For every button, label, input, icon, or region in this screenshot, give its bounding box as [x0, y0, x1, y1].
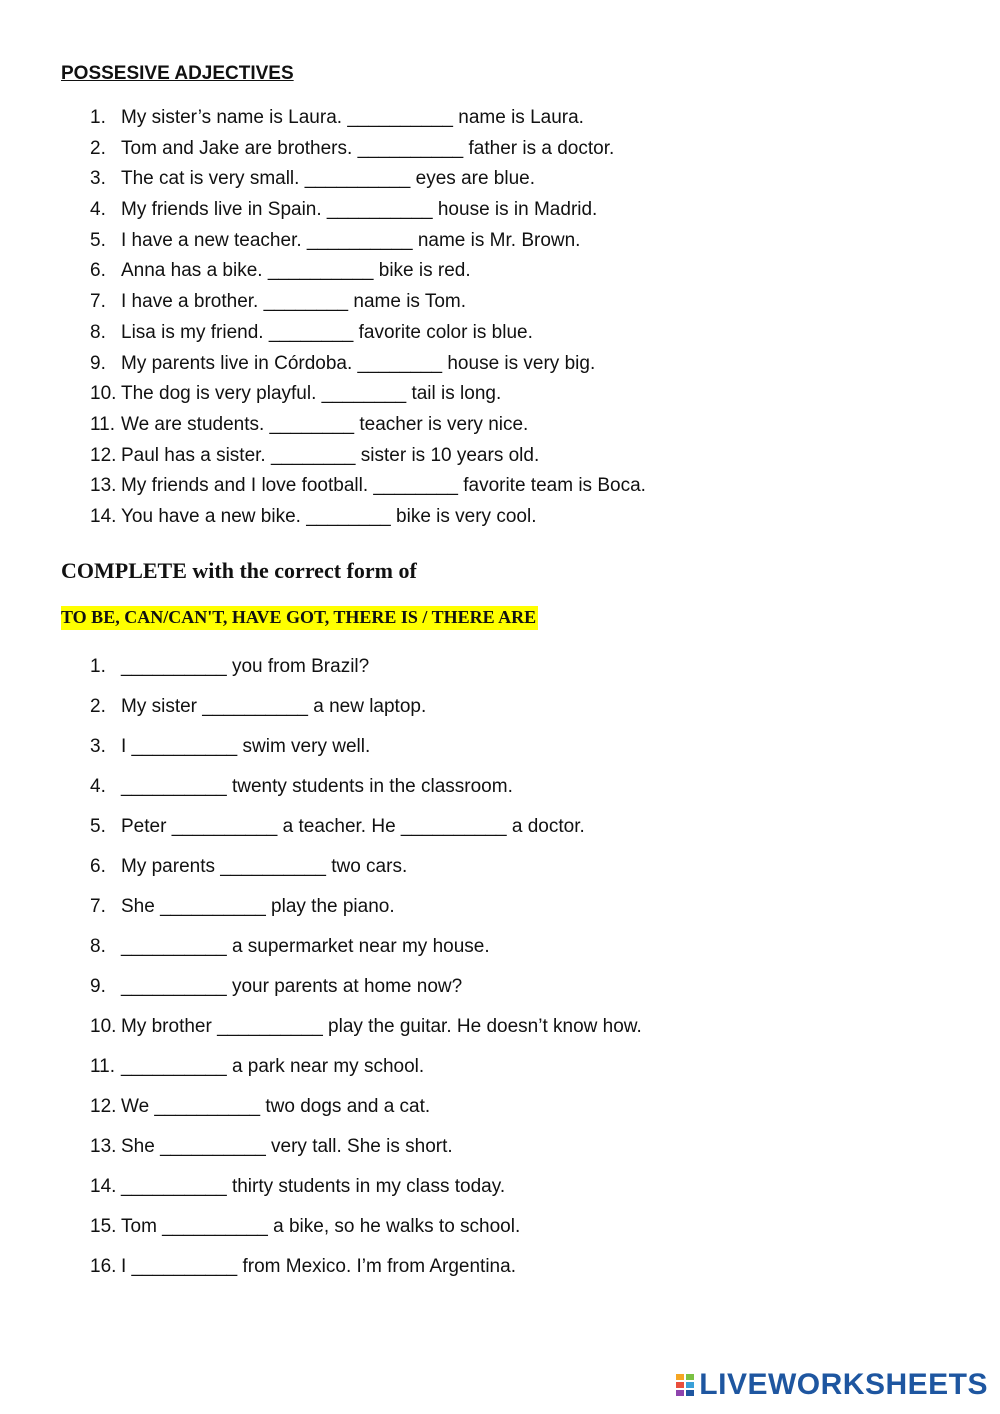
item-number: 5.: [90, 816, 106, 837]
item-sentence: __________ twenty students in the classroom.: [121, 776, 513, 797]
item-number: 15.: [90, 1216, 117, 1237]
item-sentence: __________ thirty students in my class today.: [121, 1176, 506, 1197]
item-number: 4.: [90, 199, 106, 221]
item-number: 14.: [90, 505, 117, 527]
exercise-item: [0, 379, 1000, 410]
item-number: 2.: [90, 696, 106, 717]
exercise-item: [0, 1172, 1000, 1212]
possessive-adjectives-list: [0, 103, 1000, 533]
item-sentence: My friends and I love football. ________ favorite team is Boca.: [121, 475, 646, 497]
item-number: 6.: [90, 856, 106, 877]
item-number: 10.: [90, 1016, 117, 1037]
item-sentence: My sister’s name is Laura. __________ name is Laura.: [121, 107, 584, 128]
item-sentence: I have a new teacher. __________ name is Mr. Brown.: [121, 229, 581, 251]
item-sentence: __________ your parents at home now?: [121, 976, 463, 997]
exercise-item: [0, 1052, 1000, 1092]
item-sentence: The cat is very small. __________ eyes are blue.: [121, 168, 536, 190]
exercise-item: [0, 318, 1000, 349]
item-sentence: My brother __________ play the guitar. He doesn’t know how.: [121, 1016, 642, 1037]
item-sentence: __________ you from Brazil?: [121, 656, 370, 677]
item-number: 11.: [90, 413, 116, 435]
item-sentence: Tom __________ a bike, so he walks to school.: [121, 1216, 521, 1237]
exercise-item: [0, 892, 1000, 932]
exercise-item: [0, 652, 1000, 692]
exercise-item: [0, 103, 1000, 134]
exercise-item: [0, 1012, 1000, 1052]
liveworksheets-brand: [676, 1368, 988, 1402]
exercise-item: [0, 441, 1000, 472]
item-number: 5.: [90, 229, 106, 251]
grammar-topics-heading: TO BE, CAN/CAN'T, HAVE GOT, THERE IS / THERE ARE: [61, 606, 538, 630]
item-sentence: We __________ two dogs and a cat.: [121, 1096, 431, 1117]
exercise-item: [0, 972, 1000, 1012]
item-number: 6.: [90, 260, 106, 282]
item-sentence: My parents live in Córdoba. ________ house is very big.: [121, 352, 596, 374]
exercise-item: [0, 410, 1000, 441]
exercise-item: [0, 134, 1000, 165]
item-number: 13.: [90, 475, 117, 497]
item-number: 11.: [90, 1056, 116, 1077]
item-number: 13.: [90, 1136, 117, 1157]
item-sentence: Peter __________ a teacher. He __________ a doctor.: [121, 816, 585, 837]
exercise-item: [0, 812, 1000, 852]
complete-exercise-list: [0, 652, 1000, 1292]
item-sentence: I __________ from Mexico. I’m from Argentina.: [121, 1256, 516, 1277]
exercise-item: [0, 852, 1000, 892]
item-sentence: She __________ play the piano.: [121, 896, 395, 917]
item-sentence: __________ a supermarket near my house.: [121, 936, 490, 957]
item-sentence: We are students. ________ teacher is very nice.: [121, 413, 529, 435]
item-sentence: My sister __________ a new laptop.: [121, 696, 427, 717]
item-number: 12.: [90, 444, 117, 466]
item-number: 16.: [90, 1256, 117, 1277]
exercise-item: [0, 502, 1000, 533]
item-number: 7.: [90, 291, 106, 313]
item-sentence: Anna has a bike. __________ bike is red.: [121, 260, 471, 282]
exercise-item: [0, 256, 1000, 287]
exercise-item: [0, 1212, 1000, 1252]
item-sentence: Lisa is my friend. ________ favorite color is blue.: [121, 321, 533, 343]
item-number: 12.: [90, 1096, 117, 1117]
exercise-item: [0, 195, 1000, 226]
item-number: 8.: [90, 936, 106, 957]
item-sentence: __________ a park near my school.: [121, 1056, 425, 1077]
item-sentence: The dog is very playful. ________ tail is long.: [121, 383, 502, 405]
item-sentence: My friends live in Spain. __________ house is in Madrid.: [121, 199, 598, 221]
item-number: 9.: [90, 352, 106, 374]
exercise-item: [0, 226, 1000, 257]
item-number: 3.: [90, 168, 106, 190]
item-number: 14.: [90, 1176, 117, 1197]
item-sentence: I __________ swim very well.: [121, 736, 371, 757]
item-sentence: My parents __________ two cars.: [121, 856, 408, 877]
exercise-item: [0, 732, 1000, 772]
section-title-possessive-adjectives: POSSESIVE ADJECTIVES: [61, 63, 294, 84]
item-sentence: You have a new bike. ________ bike is very cool.: [121, 505, 537, 527]
item-sentence: She __________ very tall. She is short.: [121, 1136, 453, 1157]
item-number: 1.: [90, 107, 106, 128]
item-sentence: I have a brother. ________ name is Tom.: [121, 291, 467, 313]
exercise-item: [0, 692, 1000, 732]
item-number: 7.: [90, 896, 106, 917]
exercise-item: [0, 1132, 1000, 1172]
complete-heading: COMPLETE with the correct form of: [61, 558, 417, 583]
item-number: 10.: [90, 383, 117, 405]
exercise-item: [0, 932, 1000, 972]
exercise-item: [0, 772, 1000, 812]
exercise-item: [0, 164, 1000, 195]
exercise-item: [0, 349, 1000, 380]
exercise-item: [0, 1092, 1000, 1132]
exercise-item: [0, 471, 1000, 502]
exercise-item: [0, 1252, 1000, 1292]
item-number: 2.: [90, 137, 106, 159]
item-number: 1.: [90, 656, 106, 677]
exercise-item: [0, 287, 1000, 318]
item-number: 3.: [90, 736, 106, 757]
liveworksheets-wordmark: LIVEWORKSHEETS: [699, 1368, 988, 1401]
item-number: 8.: [90, 321, 106, 343]
liveworksheets-logo-icon: [676, 1374, 696, 1396]
item-number: 4.: [90, 776, 106, 797]
item-sentence: Tom and Jake are brothers. __________ father is a doctor.: [121, 137, 615, 159]
item-sentence: Paul has a sister. ________ sister is 10 years old.: [121, 444, 540, 466]
item-number: 9.: [90, 976, 106, 997]
